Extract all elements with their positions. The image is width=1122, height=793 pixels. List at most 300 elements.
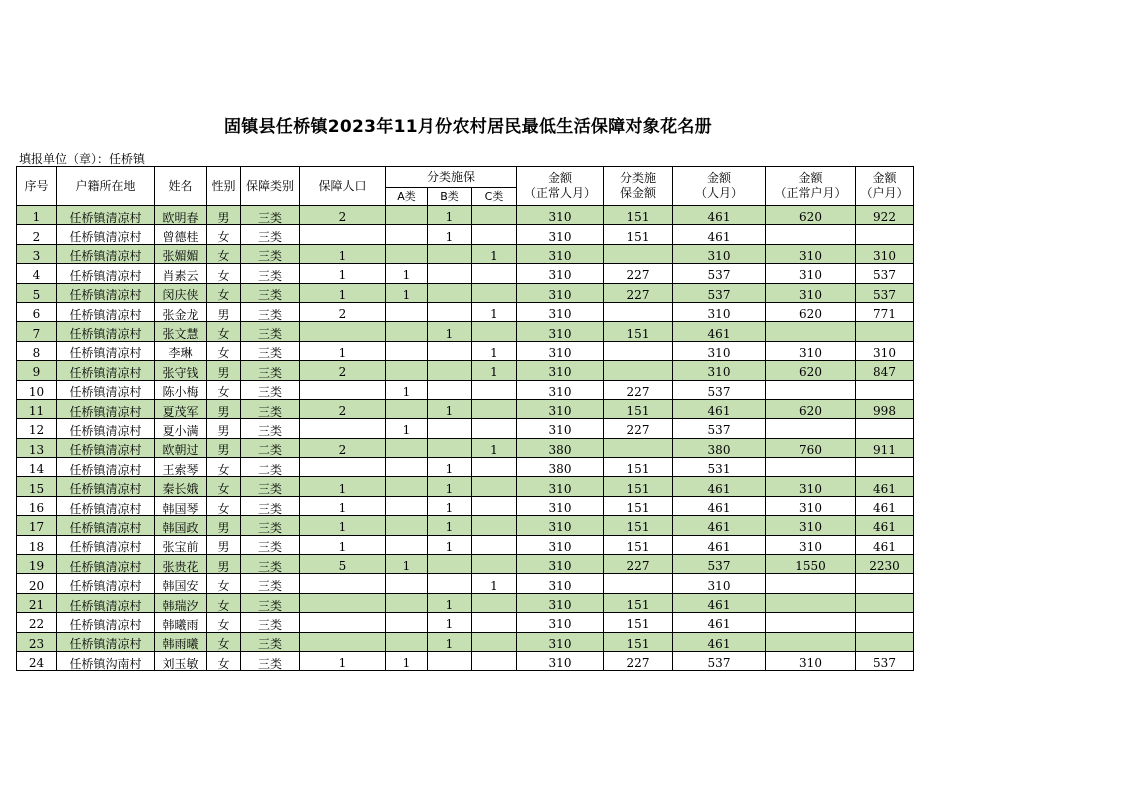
seq-cell — [17, 322, 57, 341]
address-cell-value: 任桥镇清凉村 — [69, 540, 142, 555]
seq-cell-value: 16 — [28, 501, 45, 516]
amount-person-cell — [517, 613, 604, 632]
seq-cell-value: 20 — [28, 578, 45, 593]
gender-cell — [207, 302, 241, 321]
table-row — [17, 244, 914, 263]
category-cell-value: 三类 — [257, 249, 282, 264]
class-b-cell — [428, 593, 472, 612]
seq-cell-value: 12 — [28, 423, 45, 438]
class-c-cell-value: 1 — [490, 578, 498, 593]
class-amount-cell-value: 151 — [626, 210, 650, 225]
class-b-cell — [428, 496, 472, 515]
gender-cell — [207, 419, 241, 438]
people-cell — [300, 496, 386, 515]
amount-hm-cell — [856, 283, 914, 302]
amount-person-cell — [517, 302, 604, 321]
amount-pm-cell — [673, 341, 766, 360]
amount-pm-cell — [673, 302, 766, 321]
header-people: 保障人口 — [300, 167, 386, 206]
address-cell — [57, 477, 155, 496]
seq-cell-value: 14 — [28, 462, 45, 477]
people-cell — [300, 651, 386, 670]
category-cell — [241, 283, 300, 302]
amount-person-cell — [517, 322, 604, 341]
class-b-cell-value: 1 — [445, 326, 454, 341]
people-cell — [300, 264, 386, 283]
gender-cell — [207, 341, 241, 360]
seq-cell — [17, 593, 57, 612]
amount-pm-cell — [673, 555, 766, 574]
amount-pm-cell-value: 310 — [707, 578, 731, 593]
address-cell — [57, 574, 155, 593]
name-cell — [155, 302, 207, 321]
amount-pm-cell-value: 461 — [707, 501, 731, 516]
category-cell-value: 二类 — [257, 443, 282, 458]
gender-cell — [207, 496, 241, 515]
amount-hm-cell-value: 771 — [873, 307, 896, 322]
address-cell-value: 任桥镇清凉村 — [69, 249, 142, 264]
class-c-cell — [472, 438, 517, 457]
amount-household-cell — [766, 632, 856, 651]
address-cell — [57, 632, 155, 651]
class-amount-cell-value: 151 — [626, 326, 650, 341]
category-cell-value: 三类 — [257, 637, 282, 652]
address-cell — [57, 535, 155, 554]
amount-hm-cell-value: 998 — [873, 404, 896, 419]
amount-pm-cell-value: 537 — [707, 268, 731, 283]
amount-household-cell — [766, 225, 856, 244]
category-cell-value: 三类 — [257, 617, 282, 632]
amount-pm-cell-value: 461 — [707, 210, 731, 225]
header-amount-household-line1: 金额 — [798, 171, 823, 185]
table-row — [17, 322, 914, 341]
name-cell-value: 韩雨曦 — [162, 637, 199, 652]
amount-household-cell-value: 310 — [799, 520, 822, 535]
class-a-cell — [386, 593, 428, 612]
amount-pm-cell-value: 461 — [707, 520, 731, 535]
amount-pm-cell-value: 461 — [707, 481, 731, 496]
gender-cell — [207, 244, 241, 263]
class-amount-cell — [604, 244, 673, 263]
class-a-cell — [386, 477, 428, 496]
amount-household-cell — [766, 458, 856, 477]
class-amount-cell-value: 227 — [626, 656, 650, 671]
amount-pm-cell-value: 461 — [707, 598, 731, 612]
address-cell-value: 任桥镇清凉村 — [69, 288, 142, 303]
document-title: 固镇县任桥镇2023年11月份农村居民最低生活保障对象花名册 — [224, 117, 712, 137]
class-b-cell — [428, 458, 472, 477]
seq-cell-value: 4 — [32, 268, 41, 283]
people-cell — [300, 380, 386, 399]
class-b-cell — [428, 516, 472, 535]
category-cell-value: 二类 — [257, 462, 282, 477]
seq-cell — [17, 380, 57, 399]
class-amount-cell — [604, 477, 673, 496]
header-class-b: B类 — [428, 188, 472, 206]
table-body — [17, 206, 914, 671]
name-cell — [155, 244, 207, 263]
seq-cell-value: 6 — [32, 307, 41, 322]
people-cell — [300, 632, 386, 651]
category-cell — [241, 419, 300, 438]
name-cell-value: 韩国安 — [162, 579, 199, 594]
seq-cell — [17, 361, 57, 380]
name-cell — [155, 361, 207, 380]
amount-pm-cell — [673, 399, 766, 418]
class-c-cell-value: 1 — [490, 345, 498, 360]
gender-cell — [207, 593, 241, 612]
name-cell — [155, 322, 207, 341]
amount-pm-cell — [673, 206, 766, 225]
name-cell-value: 王索琴 — [162, 462, 199, 477]
amount-household-cell-value: 310 — [799, 345, 822, 360]
address-cell — [57, 341, 155, 360]
address-cell-value: 任桥镇清凉村 — [69, 443, 142, 458]
amount-hm-cell — [856, 244, 914, 263]
gender-cell — [207, 322, 241, 341]
people-cell — [300, 458, 386, 477]
amount-person-cell-value: 380 — [548, 442, 572, 457]
amount-pm-cell — [673, 477, 766, 496]
gender-cell-value: 女 — [217, 346, 230, 361]
class-amount-cell — [604, 535, 673, 554]
amount-person-cell — [517, 361, 604, 380]
amount-pm-cell — [673, 438, 766, 457]
class-a-cell — [386, 206, 428, 225]
amount-pm-cell-value: 531 — [707, 462, 731, 477]
amount-person-cell — [517, 380, 604, 399]
amount-hm-cell-value: 537 — [873, 656, 896, 671]
amount-hm-cell — [856, 516, 914, 535]
address-cell-value: 任桥镇清凉村 — [69, 637, 142, 652]
gender-cell-value: 女 — [217, 385, 230, 400]
class-b-cell — [428, 361, 472, 380]
address-cell — [57, 322, 155, 341]
name-cell-value: 肖素云 — [162, 268, 199, 283]
table-row — [17, 477, 914, 496]
address-cell — [57, 399, 155, 418]
class-b-cell-value: 1 — [445, 598, 454, 612]
category-cell — [241, 613, 300, 632]
amount-pm-cell — [673, 244, 766, 263]
seq-cell — [17, 458, 57, 477]
address-cell — [57, 380, 155, 399]
header-address: 户籍所在地 — [57, 167, 155, 206]
amount-person-cell-value: 310 — [548, 365, 572, 380]
gender-cell-value: 男 — [217, 404, 230, 419]
people-cell — [300, 477, 386, 496]
name-cell-value: 秦长娥 — [162, 482, 199, 497]
class-c-cell — [472, 555, 517, 574]
address-cell — [57, 496, 155, 515]
category-cell-value: 三类 — [257, 230, 282, 245]
people-cell-value: 2 — [338, 210, 347, 225]
table-row — [17, 283, 914, 302]
name-cell — [155, 399, 207, 418]
gender-cell-value: 女 — [217, 598, 230, 613]
amount-person-cell — [517, 264, 604, 283]
amount-household-cell-value: 1550 — [795, 559, 826, 574]
category-cell — [241, 244, 300, 263]
header-class-amount-line1: 分类施 — [619, 171, 656, 185]
class-b-cell — [428, 419, 472, 438]
name-cell-value: 韩国政 — [162, 520, 199, 535]
amount-hm-cell — [856, 632, 914, 651]
amount-hm-cell-value: 461 — [873, 481, 896, 496]
amount-household-cell-value: 310 — [799, 481, 822, 496]
amount-person-cell-value: 310 — [548, 307, 572, 322]
class-b-cell — [428, 535, 472, 554]
class-b-cell — [428, 225, 472, 244]
header-amount-person-line2: （正常人月） — [523, 186, 596, 200]
address-cell-value: 任桥镇清凉村 — [69, 404, 142, 419]
people-cell-value: 2 — [338, 307, 347, 322]
address-cell-value: 任桥镇清凉村 — [69, 598, 142, 613]
amount-household-cell-value: 620 — [799, 404, 822, 419]
people-cell-value: 1 — [338, 481, 347, 496]
amount-person-cell — [517, 516, 604, 535]
class-c-cell — [472, 225, 517, 244]
category-cell — [241, 264, 300, 283]
people-cell-value: 2 — [338, 365, 347, 380]
address-cell — [57, 613, 155, 632]
category-cell — [241, 225, 300, 244]
name-cell — [155, 496, 207, 515]
class-amount-cell — [604, 458, 673, 477]
category-cell — [241, 516, 300, 535]
category-cell — [241, 632, 300, 651]
amount-pm-cell-value: 537 — [707, 656, 731, 671]
class-a-cell — [386, 516, 428, 535]
seq-cell-value: 17 — [28, 520, 45, 535]
header-name: 姓名 — [155, 167, 207, 206]
name-cell — [155, 206, 207, 225]
category-cell-value: 三类 — [257, 268, 282, 283]
seq-cell-value: 2 — [32, 229, 41, 244]
category-cell-value: 三类 — [257, 579, 282, 594]
amount-pm-cell-value: 537 — [707, 559, 731, 574]
people-cell — [300, 302, 386, 321]
class-a-cell-value: 1 — [402, 287, 411, 302]
people-cell-value: 5 — [338, 559, 347, 574]
class-c-cell — [472, 516, 517, 535]
seq-cell-value: 8 — [32, 345, 41, 360]
people-cell — [300, 419, 386, 438]
table-row — [17, 574, 914, 593]
name-cell-value: 刘玉敏 — [162, 656, 199, 671]
name-cell — [155, 438, 207, 457]
category-cell-value: 三类 — [257, 288, 282, 303]
seq-cell-value: 1 — [32, 210, 41, 225]
class-amount-cell — [604, 419, 673, 438]
seq-cell — [17, 438, 57, 457]
address-cell — [57, 302, 155, 321]
seq-cell-value: 11 — [28, 404, 45, 419]
header-amount-hm-line2: （户月） — [860, 186, 909, 200]
amount-hm-cell — [856, 380, 914, 399]
class-b-cell-value: 1 — [445, 636, 454, 651]
seq-cell — [17, 516, 57, 535]
amount-household-cell — [766, 244, 856, 263]
category-cell-value: 三类 — [257, 346, 282, 361]
class-c-cell — [472, 419, 517, 438]
class-c-cell — [472, 593, 517, 612]
category-cell — [241, 322, 300, 341]
class-b-cell — [428, 477, 472, 496]
class-c-cell — [472, 206, 517, 225]
amount-hm-cell-value: 461 — [873, 539, 896, 554]
name-cell-value: 张媚媚 — [162, 249, 199, 264]
class-a-cell — [386, 535, 428, 554]
gender-cell — [207, 574, 241, 593]
amount-household-cell — [766, 361, 856, 380]
gender-cell — [207, 380, 241, 399]
address-cell-value: 任桥镇清凉村 — [69, 210, 142, 225]
amount-hm-cell — [856, 477, 914, 496]
amount-pm-cell — [673, 283, 766, 302]
amount-pm-cell — [673, 516, 766, 535]
amount-person-cell-value: 310 — [548, 481, 572, 496]
people-cell — [300, 283, 386, 302]
amount-person-cell-value: 310 — [548, 559, 572, 574]
amount-pm-cell — [673, 535, 766, 554]
amount-person-cell — [517, 555, 604, 574]
class-b-cell — [428, 438, 472, 457]
class-a-cell — [386, 283, 428, 302]
gender-cell-value: 女 — [217, 579, 230, 594]
class-b-cell — [428, 322, 472, 341]
address-cell-value: 任桥镇清凉村 — [69, 327, 142, 342]
class-c-cell — [472, 399, 517, 418]
category-cell — [241, 477, 300, 496]
class-c-cell — [472, 264, 517, 283]
class-a-cell-value: 1 — [402, 559, 411, 574]
category-cell — [241, 206, 300, 225]
class-c-cell-value: 1 — [490, 307, 498, 322]
gender-cell-value: 女 — [217, 482, 230, 497]
table-row — [17, 206, 914, 225]
category-cell — [241, 574, 300, 593]
category-cell-value: 三类 — [257, 520, 282, 535]
amount-person-cell-value: 310 — [548, 636, 572, 651]
class-amount-cell — [604, 574, 673, 593]
address-cell — [57, 283, 155, 302]
header-class-c: C类 — [472, 188, 517, 206]
seq-cell-value: 24 — [28, 656, 45, 671]
address-cell-value: 任桥镇清凉村 — [69, 268, 142, 283]
amount-pm-cell-value: 310 — [707, 307, 731, 322]
amount-pm-cell-value: 461 — [707, 617, 731, 632]
seq-cell — [17, 632, 57, 651]
people-cell — [300, 225, 386, 244]
name-cell-value: 韩曦雨 — [162, 617, 199, 632]
name-cell — [155, 613, 207, 632]
seq-cell-value: 10 — [28, 384, 45, 399]
category-cell — [241, 361, 300, 380]
amount-person-cell-value: 310 — [548, 520, 572, 535]
gender-cell — [207, 651, 241, 670]
amount-person-cell-value: 310 — [548, 229, 572, 244]
amount-hm-cell — [856, 399, 914, 418]
amount-person-cell — [517, 535, 604, 554]
class-b-cell-value: 1 — [445, 481, 454, 496]
table-row — [17, 593, 914, 612]
class-b-cell-value: 1 — [445, 539, 454, 554]
amount-pm-cell-value: 461 — [707, 636, 731, 651]
amount-person-cell — [517, 244, 604, 263]
amount-household-cell-value: 310 — [799, 287, 822, 302]
people-cell — [300, 593, 386, 612]
class-c-cell — [472, 477, 517, 496]
seq-cell-value: 23 — [28, 636, 45, 651]
address-cell-value: 任桥镇清凉村 — [69, 579, 142, 594]
people-cell — [300, 438, 386, 457]
class-amount-cell-value: 151 — [626, 462, 650, 477]
name-cell — [155, 283, 207, 302]
amount-household-cell-value: 310 — [799, 248, 822, 263]
address-cell-value: 任桥镇清凉村 — [69, 520, 142, 535]
class-amount-cell — [604, 225, 673, 244]
table-row — [17, 632, 914, 651]
class-amount-cell — [604, 613, 673, 632]
address-cell-value: 任桥镇清凉村 — [69, 365, 142, 380]
class-c-cell — [472, 458, 517, 477]
gender-cell-value: 女 — [217, 462, 230, 477]
amount-household-cell — [766, 341, 856, 360]
amount-pm-cell-value: 461 — [707, 404, 731, 419]
amount-household-cell — [766, 419, 856, 438]
name-cell — [155, 477, 207, 496]
class-b-cell — [428, 399, 472, 418]
gender-cell — [207, 477, 241, 496]
class-c-cell-value: 1 — [490, 248, 498, 263]
class-amount-cell — [604, 593, 673, 612]
class-c-cell-value: 1 — [490, 365, 498, 380]
category-cell-value: 三类 — [257, 656, 282, 671]
class-b-cell — [428, 244, 472, 263]
class-c-cell — [472, 322, 517, 341]
class-c-cell — [472, 341, 517, 360]
amount-household-cell — [766, 535, 856, 554]
seq-cell-value: 22 — [28, 617, 45, 632]
amount-pm-cell — [673, 593, 766, 612]
category-cell — [241, 302, 300, 321]
class-b-cell — [428, 632, 472, 651]
amount-pm-cell-value: 461 — [707, 539, 731, 554]
amount-person-cell — [517, 458, 604, 477]
amount-person-cell — [517, 438, 604, 457]
seq-cell — [17, 613, 57, 632]
table-row — [17, 516, 914, 535]
amount-person-cell — [517, 593, 604, 612]
gender-cell-value: 女 — [217, 288, 230, 303]
amount-household-cell — [766, 399, 856, 418]
class-b-cell-value: 1 — [445, 404, 454, 419]
class-amount-cell — [604, 380, 673, 399]
seq-cell — [17, 419, 57, 438]
gender-cell — [207, 206, 241, 225]
amount-pm-cell-value: 537 — [707, 287, 731, 302]
class-amount-cell-value: 151 — [626, 636, 650, 651]
roster-table — [16, 166, 914, 671]
seq-cell-value: 5 — [32, 287, 41, 302]
class-b-cell-value: 1 — [445, 229, 454, 244]
amount-pm-cell-value: 310 — [707, 345, 731, 360]
address-cell-value: 任桥镇清凉村 — [69, 617, 142, 632]
class-a-cell — [386, 341, 428, 360]
header-amount-person-line1: 金额 — [547, 171, 572, 185]
class-c-cell — [472, 574, 517, 593]
